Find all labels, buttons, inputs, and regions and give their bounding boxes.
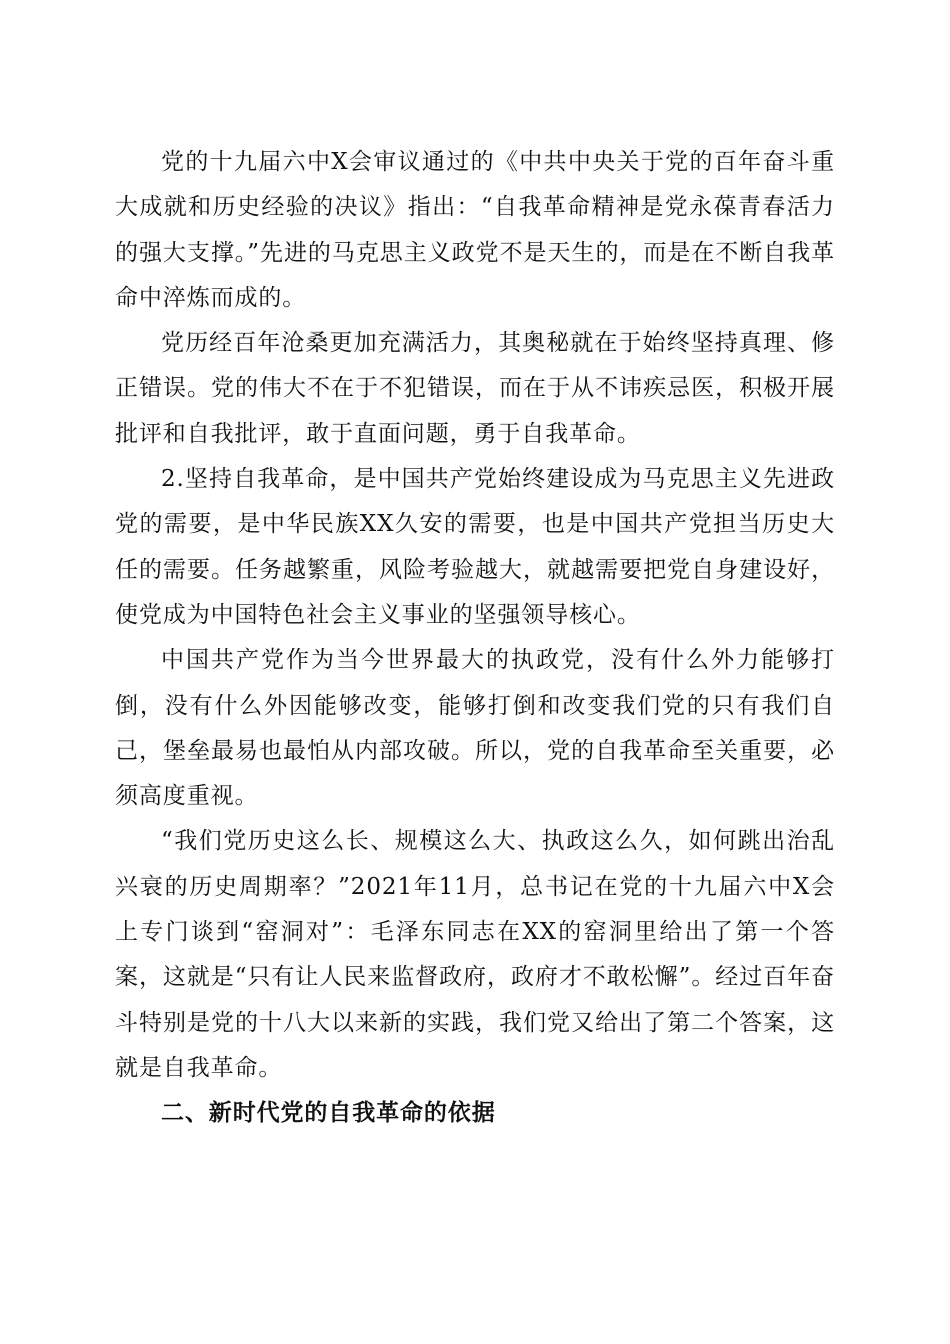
paragraph-3: 2.坚持自我革命，是中国共产党始终建设成为马克思主义先进政党的需要，是中华民族XX久安的需要，也是中国共产党担当历史大任的需要。任务越繁重，风险考验越大，就越需要把党自身建设好，使党成为中国特色社会主义事业的坚强领导核心。 [115,466,835,628]
section-heading: 二、新时代党的自我革命的依据 [161,1100,496,1127]
paragraph-5: “我们党历史这么长、规模这么大、执政这么久，如何跳出治乱兴衰的历史周期率？”2021年11月，总书记在党的十九届六中X会上专门谈到“窑洞对”：毛泽东同志在XX的窑洞里给出了第一个答案，这就是“只有让人民来监督政府，政府才不敢松懈”。经过百年奋斗特别是党的十八大以来新的实践，我们党又给出了第二个答案，这就是自我革命。 [115,828,835,1081]
document-page [115,140,835,1137]
paragraph-1: 党的十九届六中X会审议通过的《中共中央关于党的百年奋斗重大成就和历史经验的决议》指出：“自我革命精神是党永葆青春活力的强大支撑。”先进的马克思主义政党不是天生的，而是在不断自我革命中淬炼而成的。 [115,149,835,311]
paragraph-2: 党历经百年沧桑更加充满活力，其奥秘就在于始终坚持真理、修正错误。党的伟大不在于不犯错误，而在于从不讳疾忌医，积极开展批评和自我批评，敢于直面问题，勇于自我革命。 [115,330,835,447]
paragraph-4: 中国共产党作为当今世界最大的执政党，没有什么外力能够打倒，没有什么外因能够改变，能够打倒和改变我们党的只有我们自己，堡垒最易也最怕从内部攻破。所以，党的自我革命至关重要，必须高度重视。 [115,647,835,810]
